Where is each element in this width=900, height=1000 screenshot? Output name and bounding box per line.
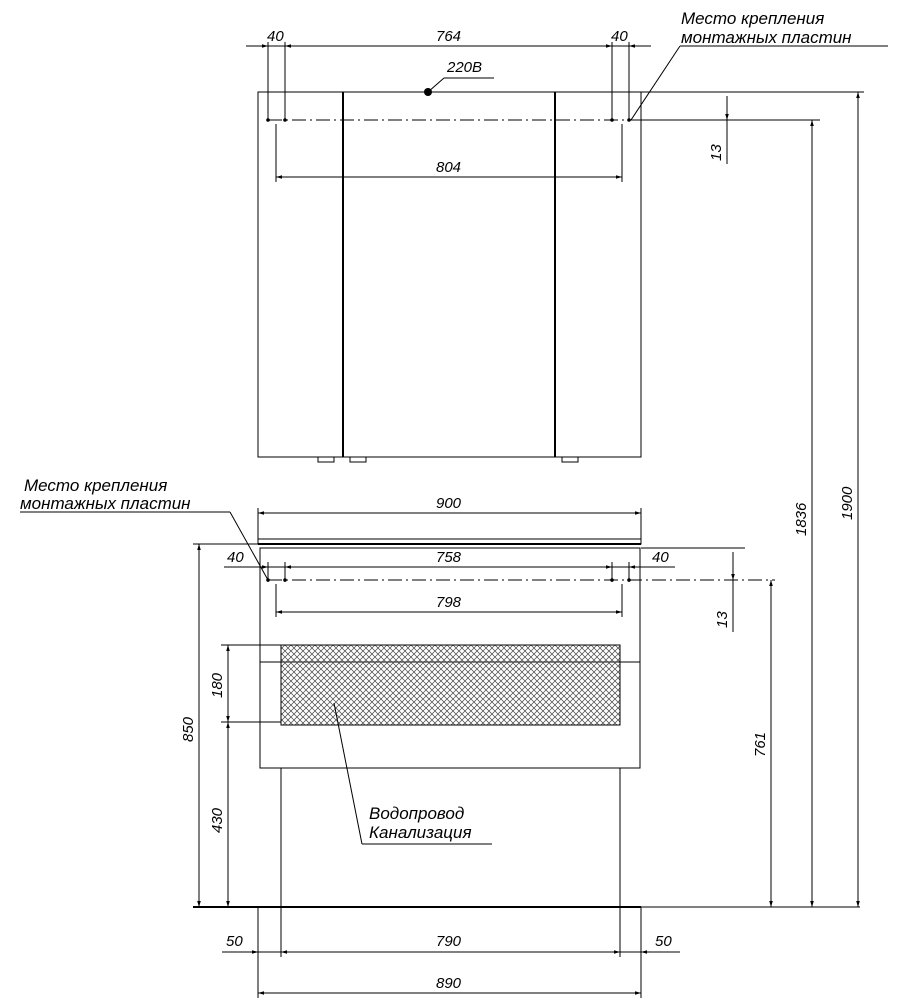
cabinet-offset-dimension: [641, 92, 745, 164]
vanity-width-dimension: [258, 495, 641, 539]
cabinet-foot: [562, 457, 578, 462]
cabinet-mount-label-line1: Место крепления: [681, 9, 825, 28]
cabinet-plates-dimension: [276, 124, 622, 182]
dim-overall-1836: 1836: [793, 502, 810, 536]
dim-overall-1900: 1900: [839, 486, 856, 520]
dim-vanity-offset: 13: [714, 611, 731, 628]
cabinet-mount-callout: [631, 9, 888, 120]
dim-vanity-total-height: 850: [180, 716, 197, 742]
overall-height-dimensions: [641, 92, 864, 907]
dim-bottom-right: 50: [655, 933, 672, 950]
cabinet-outline: [258, 92, 641, 457]
vanity-unit: [20, 476, 860, 998]
dim-bottom-left: 50: [226, 933, 243, 950]
dim-plate-height: 761: [752, 731, 769, 757]
dim-bottom-mid: 790: [436, 933, 462, 950]
cabinet-foot: [350, 457, 366, 462]
dim-cabinet-right: 40: [611, 28, 628, 45]
vanity-top-dimensions: [224, 549, 675, 582]
mirror-cabinet: [246, 9, 888, 462]
dim-utility-zone-height: 180: [209, 672, 226, 698]
vanity-bottom-dimensions: [222, 907, 680, 998]
dim-vanity-plates: 798: [436, 594, 462, 611]
power-label: 220В: [447, 59, 483, 76]
utility-label-line1: Водопровод: [369, 804, 465, 823]
vanity-plate-height-dimension: [641, 580, 860, 907]
dim-vanity-mid: 758: [436, 549, 462, 566]
utility-zone-hatch: [281, 645, 620, 725]
dim-bottom-width: 890: [436, 975, 462, 992]
utility-label-line2: Канализация: [369, 823, 472, 842]
dim-vanity-right: 40: [652, 549, 669, 566]
dim-utility-low-height: 430: [209, 807, 226, 833]
dim-vanity-left: 40: [227, 549, 244, 566]
dim-vanity-width: 900: [436, 495, 462, 512]
vanity-plates-dimension: [276, 584, 622, 617]
dim-cabinet-plates: 804: [436, 159, 462, 176]
vanity-mount-label-line2: монтажных пластин: [20, 494, 191, 513]
cabinet-mount-label-line2: монтажных пластин: [681, 28, 852, 47]
dim-cabinet-offset: 13: [708, 144, 725, 161]
cabinet-foot: [318, 457, 334, 462]
dim-cabinet-mid: 764: [436, 28, 462, 45]
dim-cabinet-left: 40: [267, 28, 284, 45]
vanity-height-dimensions: [180, 544, 281, 907]
vanity-mount-label-line1: Место крепления: [24, 476, 168, 495]
